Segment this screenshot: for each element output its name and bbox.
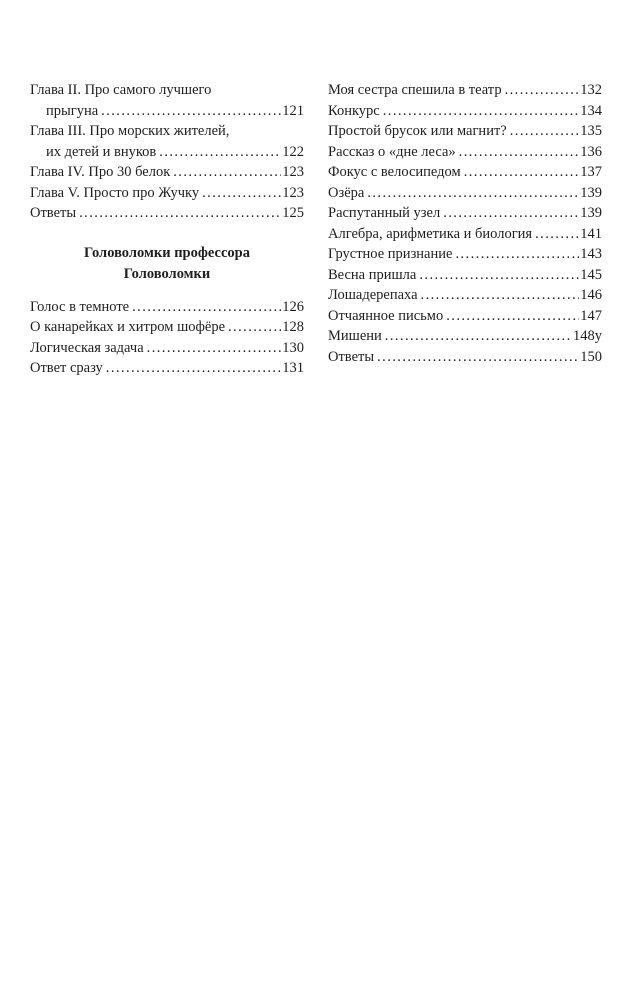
toc-entry-title: Фокус с велосипедом — [328, 164, 461, 180]
toc-page-number: 131 — [282, 360, 304, 376]
toc-section-heading-line: Головоломки — [123, 265, 211, 282]
toc-entry[interactable] — [328, 285, 602, 306]
toc-page-number: 143 — [580, 246, 602, 262]
toc-entry-title: Весна пришла — [328, 266, 417, 283]
toc-entry[interactable] — [30, 358, 304, 379]
toc-entry[interactable] — [328, 265, 602, 286]
toc-dot-leader — [173, 162, 281, 183]
toc-entry[interactable] — [328, 326, 602, 347]
toc-entry[interactable] — [328, 244, 602, 265]
toc-dot-leader — [446, 306, 579, 327]
toc-entry-title: Отчаянное письмо — [328, 307, 444, 324]
toc-dot-leader — [132, 297, 281, 318]
toc-page-number: 125 — [282, 205, 304, 221]
toc-page-number: 147 — [580, 307, 602, 324]
toc-entry-title: Ответы — [30, 205, 77, 221]
toc-entry-title: Глава IV. Про 30 белок — [30, 164, 171, 180]
toc-page-number: 139 — [580, 205, 602, 221]
toc-section-heading — [30, 243, 304, 285]
toc-entry-title: Конкурс — [328, 102, 380, 119]
toc-entry[interactable] — [328, 183, 602, 204]
toc-entry-title: Распутанный узел — [328, 205, 441, 221]
toc-dot-leader — [106, 358, 281, 379]
toc-dot-leader — [383, 101, 580, 122]
toc-page-number: 146 — [580, 287, 602, 303]
toc-entry-title: Ответ сразу — [30, 360, 103, 376]
toc-dot-leader — [459, 142, 580, 163]
toc-page-number: 136 — [580, 143, 602, 160]
toc-section-heading-line: Головоломки профессора — [84, 244, 250, 261]
toc-entry[interactable] — [30, 80, 304, 121]
toc-page-number: 128 — [282, 319, 304, 335]
toc-entry-title: Ответы — [328, 348, 375, 365]
toc-entry[interactable] — [328, 162, 602, 183]
toc-page-number: 123 — [282, 164, 304, 180]
toc-page-number: 135 — [580, 123, 602, 139]
toc-entry-title: Моя сестра спешила в театр — [328, 82, 502, 98]
toc-entry-title: Логическая задача — [30, 339, 144, 356]
toc-entry[interactable] — [30, 183, 304, 204]
toc-dot-leader — [443, 203, 579, 224]
toc-dot-leader — [147, 338, 282, 359]
toc-entry[interactable] — [328, 224, 602, 245]
toc-dot-leader — [464, 162, 580, 183]
toc-entry-title-line: Глава III. Про морских жителей, — [30, 123, 230, 139]
toc-entry-title: Лошадерепаха — [328, 287, 418, 303]
toc-page-number: 123 — [282, 184, 304, 201]
toc-entry[interactable] — [30, 297, 304, 318]
toc-page-number: 141 — [580, 225, 602, 242]
toc-dot-leader — [101, 101, 281, 122]
toc-dot-leader — [455, 244, 579, 265]
toc-page-number: 132 — [580, 82, 602, 98]
toc-dot-leader — [377, 347, 579, 368]
toc-dot-leader — [505, 80, 580, 101]
toc-page-number: 134 — [580, 102, 602, 119]
toc-entry-title: Мишени — [328, 328, 382, 344]
toc-entry[interactable] — [328, 203, 602, 224]
toc-page-number: 150 — [580, 348, 602, 365]
toc-entry[interactable] — [328, 306, 602, 327]
toc-entry-title: прыгуна — [46, 102, 99, 119]
toc-entry[interactable] — [30, 121, 304, 162]
toc-dot-leader — [385, 326, 572, 347]
toc-entry[interactable] — [328, 121, 602, 142]
toc-entry[interactable] — [328, 101, 602, 122]
toc-dot-leader — [159, 142, 281, 163]
toc-dot-leader — [367, 183, 579, 204]
toc-dot-leader — [510, 121, 580, 142]
toc-dot-leader — [79, 203, 281, 224]
toc-dot-leader — [202, 183, 281, 204]
toc-right-column — [328, 80, 602, 367]
toc-entry[interactable] — [328, 142, 602, 163]
toc-dot-leader — [535, 224, 579, 245]
toc-entry-title: Простой брусок или магнит? — [328, 123, 507, 139]
toc-entry[interactable] — [328, 80, 602, 101]
toc-dot-leader — [228, 317, 281, 338]
toc-page-number: 130 — [282, 339, 304, 356]
toc-entry-title: Алгебра, арифметика и биология — [328, 225, 533, 242]
toc-entry[interactable] — [30, 203, 304, 224]
toc-entry-title: Грустное признание — [328, 246, 453, 262]
toc-page-number: 145 — [580, 266, 602, 283]
toc-entry-title: Голос в темноте — [30, 298, 130, 315]
toc-left-column — [30, 80, 304, 379]
toc-page-number: 121 — [282, 102, 304, 119]
toc-page-number: 122 — [282, 143, 304, 160]
toc-entry-title: Озёра — [328, 184, 365, 201]
toc-page-number: 126 — [282, 298, 304, 315]
toc-page-number: 148у — [573, 328, 602, 344]
toc-dot-leader — [421, 285, 580, 306]
toc-page-number: 139 — [580, 184, 602, 201]
toc-entry-title: Глава V. Просто про Жучку — [30, 184, 200, 201]
toc-entry[interactable] — [30, 317, 304, 338]
toc-entry-title-line: Глава II. Про самого лучшего — [30, 82, 212, 98]
toc-entry[interactable] — [328, 347, 602, 368]
toc-entry-title: их детей и внуков — [46, 143, 157, 160]
toc-entry[interactable] — [30, 162, 304, 183]
toc-page-number: 137 — [580, 164, 602, 180]
toc-dot-leader — [419, 265, 579, 286]
toc-entry-title: О канарейках и хитром шофёре — [30, 319, 225, 335]
toc-entry-title: Рассказ о «дне леса» — [328, 143, 456, 160]
toc-entry[interactable] — [30, 338, 304, 359]
